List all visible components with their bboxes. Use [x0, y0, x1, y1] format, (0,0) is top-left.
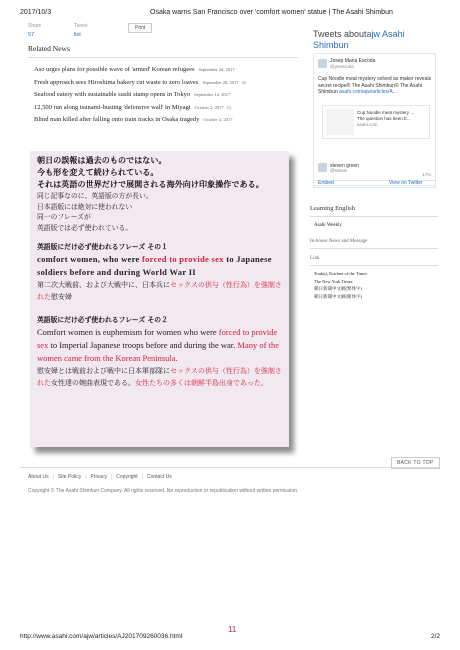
tweet-button[interactable] [74, 23, 104, 38]
back-to-top-button[interactable]: BACK TO TOP [391, 457, 440, 469]
learning-english-title: Learning English [310, 198, 438, 217]
share-label: Share [28, 23, 42, 29]
inhouse-news-title: In-house News and Message [310, 232, 438, 249]
related-news-item[interactable] [28, 64, 298, 77]
related-news-comment-count: (5) [226, 104, 232, 110]
tweet-card-text [357, 110, 429, 128]
note-lead-line: 今も形を変えて続けられている。 [37, 168, 159, 177]
phrase2-english [37, 326, 282, 365]
note-lead-line: それは英語の世界だけで展開される海外向け印象操作である。 [37, 180, 264, 189]
highlight-phrase: forced to provide sex [37, 327, 278, 350]
phrase2-japanese [37, 365, 282, 389]
note-intro-line: 同一のフレーズが [37, 213, 91, 221]
phrase-text: Comfort women is euphemism for women who were [37, 327, 219, 337]
note-intro-line: 日本語版には絶対に使われない [37, 202, 133, 211]
footer-link[interactable]: Privacy [90, 474, 107, 480]
tweets-title [313, 29, 436, 51]
link-section-title: Link [310, 249, 438, 266]
tweet-link-card[interactable] [322, 105, 430, 139]
view-on-twitter-link[interactable]: View on Twitter [389, 180, 423, 186]
phrase-text: 第二次大戦前、および大戦中に、日本兵に [37, 281, 170, 289]
footer-links [28, 474, 172, 480]
sidebar-link[interactable]: Toukiji, Kitchen of the Times [314, 271, 368, 276]
page-url: http://www.asahi.com/ajw/articles/AJ201709260036.html [20, 633, 183, 640]
tweet-card-title: Cup Noodle meat mystery … [357, 110, 415, 115]
related-news-item[interactable] [28, 114, 298, 127]
sidebar [310, 198, 438, 300]
copyright-text: Copyright © The Asahi Shimbun Company. All rights reserved. No reproduction or republication without written permission. [28, 488, 299, 494]
sidebar-link[interactable]: 朝日新聞中文網(簡体字) [314, 293, 362, 299]
highlight-phrase: セックスの供与（性行為）を強制された [37, 367, 282, 387]
phrase1-title: 英語版にだけ必ず使われるフレーズ その１ [37, 243, 168, 251]
related-news-date: September 20, 2017 [202, 79, 239, 85]
related-news-list [28, 64, 298, 127]
tweet-card-image [326, 109, 354, 135]
tweet-label: Tweet [74, 23, 88, 29]
print-button[interactable]: Print [128, 23, 152, 33]
tweet-author-name[interactable]: steven green [330, 163, 359, 169]
phrase-text: 慰安婦とは戦前および戦中に日本軍部隊に [37, 367, 170, 375]
tweet-text [318, 76, 433, 96]
related-news-item[interactable] [28, 89, 298, 102]
highlight-phrase: 女性たちの多くは朝鮮半島出身であった。 [135, 379, 268, 387]
asahi-weekly-link[interactable]: Asahi Weekly [314, 223, 342, 228]
tweets-title-plain: Tweets about [313, 29, 367, 39]
related-news-date: September 24, 2017 [198, 67, 235, 72]
phrase1-japanese [37, 279, 282, 303]
related-news-title: Related News [28, 44, 298, 58]
footer-separator: | [110, 474, 113, 480]
phrase-text: comfort women, who were [37, 254, 142, 264]
footer-link[interactable]: About Us [28, 474, 49, 480]
footer-link[interactable]: Copyright [116, 474, 138, 480]
related-news-item[interactable] [28, 77, 298, 90]
share-count: 57 [28, 32, 35, 38]
related-news [28, 44, 298, 127]
sidebar-link-list [310, 266, 438, 300]
related-news-item[interactable] [28, 102, 298, 115]
tweet-author-handle[interactable]: @stslein [330, 168, 348, 173]
related-news-comment-count: (6) [241, 79, 247, 85]
tweet-body: Cup Noodle meat mystery solved as maker reveals secret recipe® The Asahi Shimbun© The Asahi Shimbun [318, 76, 432, 95]
highlight-phrase: Many of the women came from the Korean Peninsula. [37, 340, 279, 363]
footer-divider [20, 467, 440, 468]
annotation-note [30, 151, 289, 447]
related-news-link[interactable]: Aso urges plans for possible wave of 'armed' Korean refugees [34, 66, 195, 73]
tweet-author-name[interactable]: Josep Maria Escoda [330, 58, 376, 64]
tweet-card-domain: asahi.com [357, 122, 378, 127]
tweet-author-handle[interactable]: @jmescoda [330, 64, 354, 69]
print-footer [20, 625, 440, 642]
embed-link[interactable]: Embed [318, 180, 334, 186]
phrase-text: 女性達の婉曲表現である。 [51, 379, 135, 387]
footer-separator: | [141, 474, 143, 480]
note-lead [37, 155, 282, 191]
page-count: 2/2 [430, 633, 440, 640]
tweets-title-link[interactable]: ajw Asahi Shimbun [313, 29, 405, 50]
footer-link[interactable]: Contact Us [146, 474, 172, 480]
tweet-timestamp[interactable]: 17m [422, 172, 431, 177]
related-news-link[interactable]: Fresh approach sees Hiroshima bakery cut waste to zero loaves [34, 78, 199, 86]
note-lead-line: 朝日の誤報は過去のものではない。 [37, 156, 167, 165]
tweet-value: list [74, 32, 81, 38]
note-intro-line: 同じ記事なのに、英語版の方が長い。 [37, 192, 153, 200]
highlight-phrase: セックスの供与（性行為）を強制された [37, 281, 282, 301]
avatar[interactable] [318, 59, 327, 68]
note-intro-line: 英語版では必ず使われている。 [37, 223, 133, 232]
related-news-date: October 2, 2017 [203, 117, 233, 122]
sidebar-link[interactable]: 朝日新聞中文網(繁体字) [314, 286, 362, 291]
related-news-date: October 2, 2017 [194, 104, 224, 110]
related-news-date: September 14, 2017 [194, 92, 231, 97]
phrase-text: to Japanese soldiers before and during World War II [37, 254, 272, 277]
tweet-link[interactable]: asahi.com/ajw/articles/A... [339, 89, 397, 95]
print-date: 2017/10/3 [20, 9, 52, 16]
print-header [0, 0, 460, 16]
phrase-text: to Imperial Japanese troops before and during the war. [48, 340, 238, 350]
avatar[interactable] [318, 163, 327, 172]
page-label: 11 [228, 625, 237, 634]
footer-separator: | [85, 474, 87, 480]
sidebar-link[interactable]: The New York Times [314, 278, 353, 284]
note-intro [37, 191, 282, 233]
footer-link[interactable]: Site Policy [57, 474, 82, 480]
highlight-phrase: forced to provide sex [142, 254, 224, 264]
phrase-text: 慰安婦 [51, 293, 72, 301]
tweet-card-desc: The question has been b… [357, 116, 412, 121]
print-title: Osaka warns San Francisco over 'comfort women' statue | The Asahi Shimbun [150, 9, 393, 16]
share-button[interactable] [28, 23, 58, 38]
related-news-link[interactable]: Blind man killed after falling onto train tracks in Osaka tragedy [34, 116, 200, 123]
related-news-link[interactable]: Seafood eatery with sustainable sushi stamp opens in Tokyo [34, 91, 191, 98]
related-news-link[interactable]: 12,500 run along tsunami-busting 'defensive wall' in Miyagi [34, 103, 191, 111]
phrase1-english [37, 253, 282, 279]
footer-separator: | [52, 474, 54, 480]
phrase2-title: 英語版にだけ必ず使われるフレーズ その２ [37, 316, 168, 324]
